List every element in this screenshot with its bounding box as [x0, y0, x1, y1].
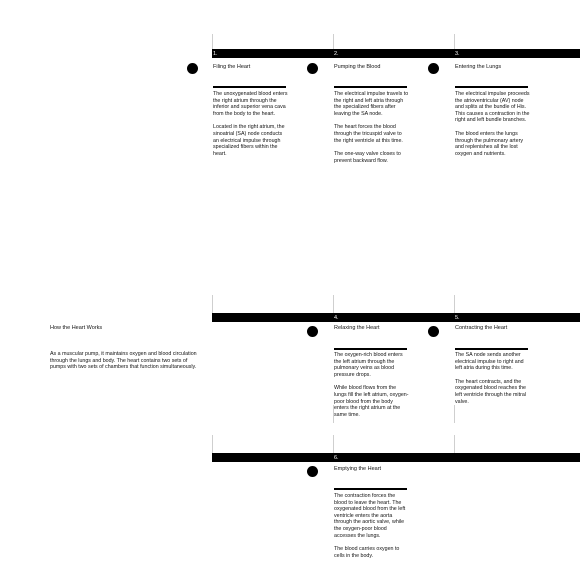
- step-rule: [455, 348, 528, 350]
- step-paragraph: The electrical impulse proceeds the atrioventricular (AV) node and splits at the bundle of His. This causes a contraction in the right and left bundle branches.: [455, 91, 530, 124]
- intro-title: How the Heart Works: [50, 325, 103, 331]
- step-paragraph: The oxygen-rich blood enters the left atrium through the pulmonary veins as blood pressure drops.: [334, 352, 403, 378]
- step-description: [334, 493, 409, 566]
- step-number: 4.: [334, 315, 339, 321]
- step-rule: [213, 86, 286, 88]
- step-description: [455, 91, 530, 164]
- step-paragraph: The heart forces the blood through the tricuspid valve to the right ventricle at this time.: [334, 124, 403, 144]
- step-paragraph: The blood carries oxygen to cells in the body.: [334, 546, 400, 559]
- step-marker-dot: [187, 63, 198, 74]
- step-paragraph: The contraction forces the blood to leave the heart. The oxygenated blood from the left ventricle enters the aorta through the aortic valve, while the oxygen-poor blood accesses the lungs.: [334, 493, 406, 539]
- step-description: [334, 91, 409, 171]
- step-description: [334, 352, 409, 425]
- step-number: 2.: [334, 51, 339, 57]
- step-title: Emptying the Heart: [334, 466, 382, 472]
- step-paragraph: The SA node sends another electrical impulse to right and left atria during this time.: [455, 352, 524, 372]
- step-title: Entering the Lungs: [455, 64, 502, 70]
- step-marker-dot: [428, 63, 439, 74]
- step-marker-dot: [307, 63, 318, 74]
- step-rule: [334, 348, 407, 350]
- step-description: [213, 91, 288, 164]
- grid-line: [333, 34, 334, 49]
- grid-line: [212, 435, 213, 453]
- step-paragraph: The unoxygenated blood enters the right atrium through the inferior and superior vena cava from the body to the heart.: [213, 91, 288, 117]
- step-title: Filing the Heart: [213, 64, 251, 70]
- step-number: 1.: [213, 51, 218, 57]
- step-title: Relaxing the Heart: [334, 325, 380, 331]
- step-paragraph: While blood flows from the lungs fill the left atrium, oxygen-poor blood from the body enters the right atrium at the same time.: [334, 385, 409, 418]
- grid-line: [454, 295, 455, 313]
- step-title: Pumping the Blood: [334, 64, 381, 70]
- step-marker-dot: [428, 326, 439, 337]
- timeline-bar-row-1: [212, 49, 580, 58]
- timeline-bar-row-2: [212, 313, 580, 322]
- step-paragraph: The electrical impulse travels to the right and left atria through the specialized fibers after leaving the SA node.: [334, 91, 409, 117]
- step-number: 6.: [334, 455, 339, 461]
- step-number: 5.: [455, 315, 460, 321]
- step-paragraph: The one-way valve closes to prevent backward flow.: [334, 151, 401, 164]
- step-description: [455, 352, 530, 412]
- step-rule: [334, 86, 407, 88]
- grid-line: [454, 435, 455, 453]
- step-rule: [334, 488, 407, 490]
- grid-line: [212, 34, 213, 49]
- step-paragraph: The blood enters the lungs through the pulmonary artery and replenishes all the lost oxygen and nutrients.: [455, 130, 524, 157]
- step-rule: [455, 86, 528, 88]
- grid-line: [212, 295, 213, 313]
- intro-body: As a muscular pump, it maintains oxygen and blood circulation through the lungs and body. The heart contains two sets of pumps with two sets of chambers that function simultaneously.: [50, 351, 197, 371]
- step-paragraph: The heart contracts, and the oxygenated blood reaches the left ventricle through the mitral valve.: [455, 378, 526, 405]
- step-title: Contracting the Heart: [455, 325, 508, 331]
- grid-line: [454, 34, 455, 49]
- grid-line: [333, 435, 334, 453]
- step-number: 3.: [455, 51, 460, 57]
- step-paragraph: Located in the right atrium, the sinoatrial (SA) node conducts an electrical impulse through specialized fibers within the heart.: [213, 124, 285, 157]
- step-marker-dot: [307, 326, 318, 337]
- grid-line: [333, 295, 334, 313]
- step-marker-dot: [307, 466, 318, 477]
- timeline-bar-row-3: [212, 453, 580, 462]
